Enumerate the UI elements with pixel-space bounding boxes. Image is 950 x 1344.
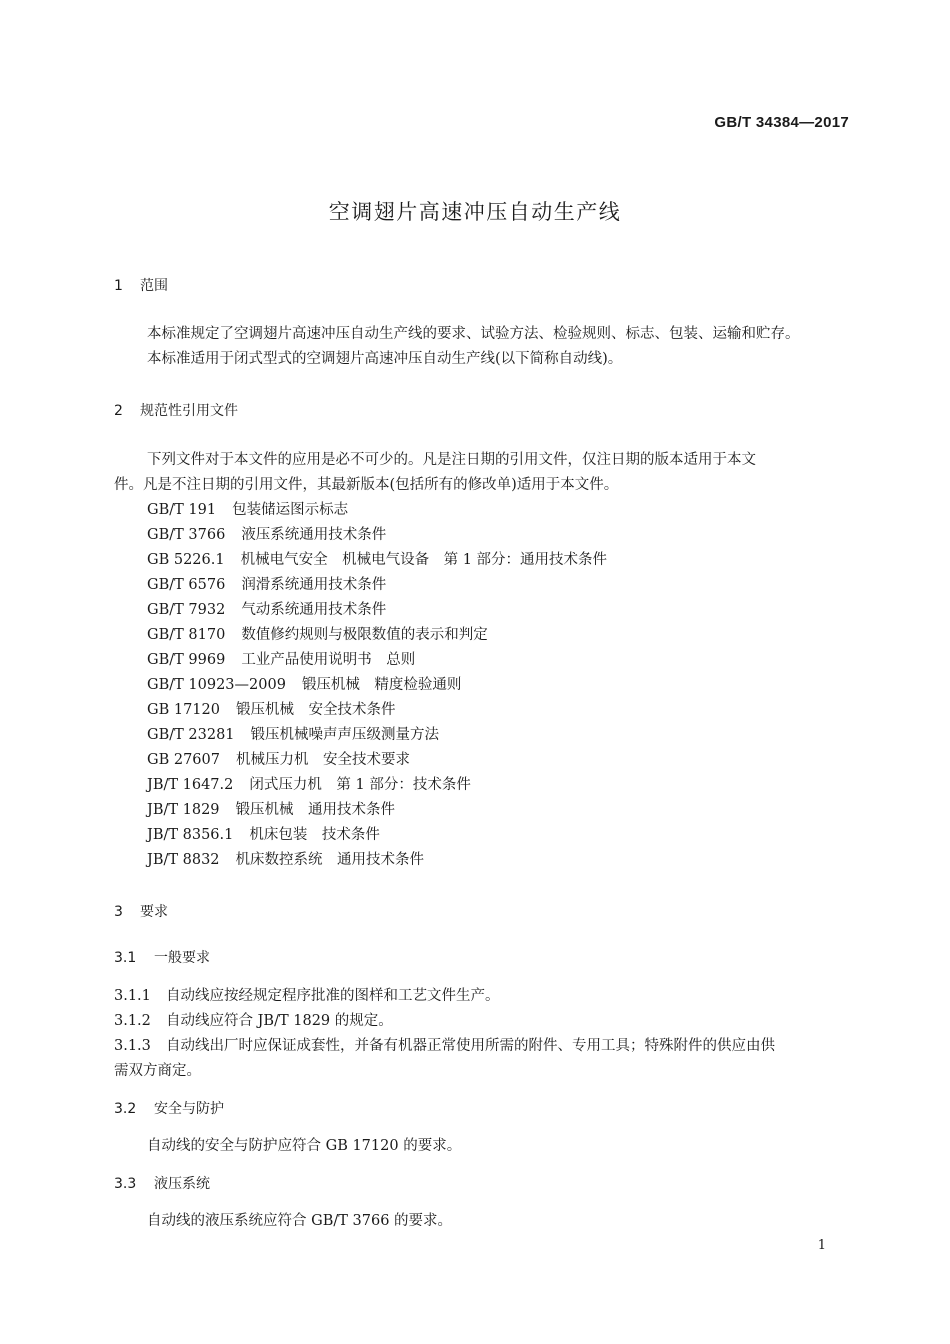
clause-3-1-2 xyxy=(114,1009,393,1034)
reference-code: GB/T 3766 xyxy=(147,527,226,543)
reference-title: 机床数控系统 通用技术条件 xyxy=(235,852,425,868)
document-title: 空调翅片高速冲压自动生产线 xyxy=(328,200,622,224)
reference-code: GB 17120 xyxy=(147,702,220,718)
clause-text-line-1: 自动线出厂时应保证成套性，并备有机器正常使用所需的附件、专用工具；特殊附件的供应由供 xyxy=(166,1038,775,1054)
scope-paragraph-2: 本标准适用于闭式型式的空调翅片高速冲压自动生产线(以下简称自动线)。 xyxy=(147,351,623,367)
reference-item xyxy=(147,573,607,598)
standard-code: GB/T 34384—2017 xyxy=(714,114,849,131)
reference-code: JB/T 1829 xyxy=(147,802,220,818)
reference-code: GB/T 23281 xyxy=(147,727,235,743)
reference-code: GB/T 191 xyxy=(147,502,217,518)
subsection-3-3-heading xyxy=(114,1174,210,1194)
reference-title: 气动系统通用技术条件 xyxy=(241,602,387,618)
reference-item xyxy=(147,723,607,748)
reference-title: 润滑系统通用技术条件 xyxy=(241,577,387,593)
reference-code: GB/T 6576 xyxy=(147,577,226,593)
normative-references-list xyxy=(147,498,607,873)
section-title: 要求 xyxy=(140,904,168,920)
clause-number: 3.1.3 xyxy=(114,1038,151,1054)
reference-item xyxy=(147,673,607,698)
section-number: 1 xyxy=(114,278,123,294)
section-2-heading xyxy=(114,401,238,421)
reference-item xyxy=(147,498,607,523)
subsection-number: 3.3 xyxy=(114,1176,137,1192)
reference-item xyxy=(147,598,607,623)
reference-code: GB/T 8170 xyxy=(147,627,226,643)
reference-title: 锻压机械 精度检验通则 xyxy=(301,677,462,693)
reference-title: 液压系统通用技术条件 xyxy=(241,527,387,543)
reference-item xyxy=(147,823,607,848)
clause-number: 3.1.2 xyxy=(114,1013,151,1029)
reference-title: 锻压机械 安全技术条件 xyxy=(235,702,396,718)
section-3-heading xyxy=(114,902,168,922)
reference-item xyxy=(147,698,607,723)
clause-3-1-3-continuation: 需双方商定。 xyxy=(114,1063,201,1079)
clause-3-1-1 xyxy=(114,984,500,1009)
subsection-3-1-heading xyxy=(114,948,210,968)
references-intro-line-1: 下列文件对于本文件的应用是必不可少的。凡是注日期的引用文件，仅注日期的版本适用于本文 xyxy=(147,452,756,468)
clause-text: 自动线应按经规定程序批准的图样和工艺文件生产。 xyxy=(166,988,500,1004)
clause-number: 3.1.1 xyxy=(114,988,151,1004)
reference-item xyxy=(147,548,607,573)
subsection-3-2-heading xyxy=(114,1099,224,1119)
safety-paragraph: 自动线的安全与防护应符合 GB 17120 的要求。 xyxy=(147,1138,462,1154)
reference-title: 闭式压力机 第 1 部分：技术条件 xyxy=(249,777,471,793)
reference-item xyxy=(147,773,607,798)
reference-item xyxy=(147,798,607,823)
reference-code: JB/T 8356.1 xyxy=(147,827,234,843)
reference-title: 工业产品使用说明书 总则 xyxy=(241,652,416,668)
reference-title: 数值修约规则与极限数值的表示和判定 xyxy=(241,627,488,643)
reference-title: 机械电气安全 机械电气设备 第 1 部分：通用技术条件 xyxy=(240,552,608,568)
reference-title: 锻压机械噪声声压级测量方法 xyxy=(250,727,440,743)
scope-paragraph-1: 本标准规定了空调翅片高速冲压自动生产线的要求、试验方法、检验规则、标志、包装、运输和贮存。 xyxy=(147,326,800,342)
reference-code: GB 27607 xyxy=(147,752,220,768)
subsection-number: 3.2 xyxy=(114,1101,137,1117)
reference-code: JB/T 1647.2 xyxy=(147,777,234,793)
reference-title: 包装储运图示标志 xyxy=(232,502,349,518)
reference-title: 机械压力机 安全技术要求 xyxy=(235,752,410,768)
reference-code: JB/T 8832 xyxy=(147,852,220,868)
reference-code: GB/T 10923—2009 xyxy=(147,677,286,693)
section-1-heading xyxy=(114,276,168,296)
clause-text: 自动线应符合 JB/T 1829 的规定。 xyxy=(166,1013,393,1029)
subsection-title: 液压系统 xyxy=(154,1176,210,1192)
reference-item xyxy=(147,848,607,873)
subsection-number: 3.1 xyxy=(114,950,137,966)
reference-code: GB/T 7932 xyxy=(147,602,226,618)
section-number: 3 xyxy=(114,904,123,920)
clause-3-1-3 xyxy=(114,1034,775,1059)
references-intro-line-2: 件。凡是不注日期的引用文件，其最新版本(包括所有的修改单)适用于本文件。 xyxy=(114,477,619,493)
reference-title: 锻压机械 通用技术条件 xyxy=(235,802,396,818)
reference-code: GB/T 9969 xyxy=(147,652,226,668)
reference-item xyxy=(147,623,607,648)
reference-item xyxy=(147,523,607,548)
page-number: 1 xyxy=(817,1238,826,1253)
hydraulic-paragraph: 自动线的液压系统应符合 GB/T 3766 的要求。 xyxy=(147,1213,453,1229)
reference-item xyxy=(147,648,607,673)
subsection-title: 安全与防护 xyxy=(154,1101,224,1117)
section-title: 范围 xyxy=(140,278,168,294)
section-number: 2 xyxy=(114,403,123,419)
reference-item xyxy=(147,748,607,773)
subsection-title: 一般要求 xyxy=(154,950,210,966)
reference-title: 机床包装 技术条件 xyxy=(249,827,380,843)
section-title: 规范性引用文件 xyxy=(140,403,238,419)
reference-code: GB 5226.1 xyxy=(147,552,225,568)
